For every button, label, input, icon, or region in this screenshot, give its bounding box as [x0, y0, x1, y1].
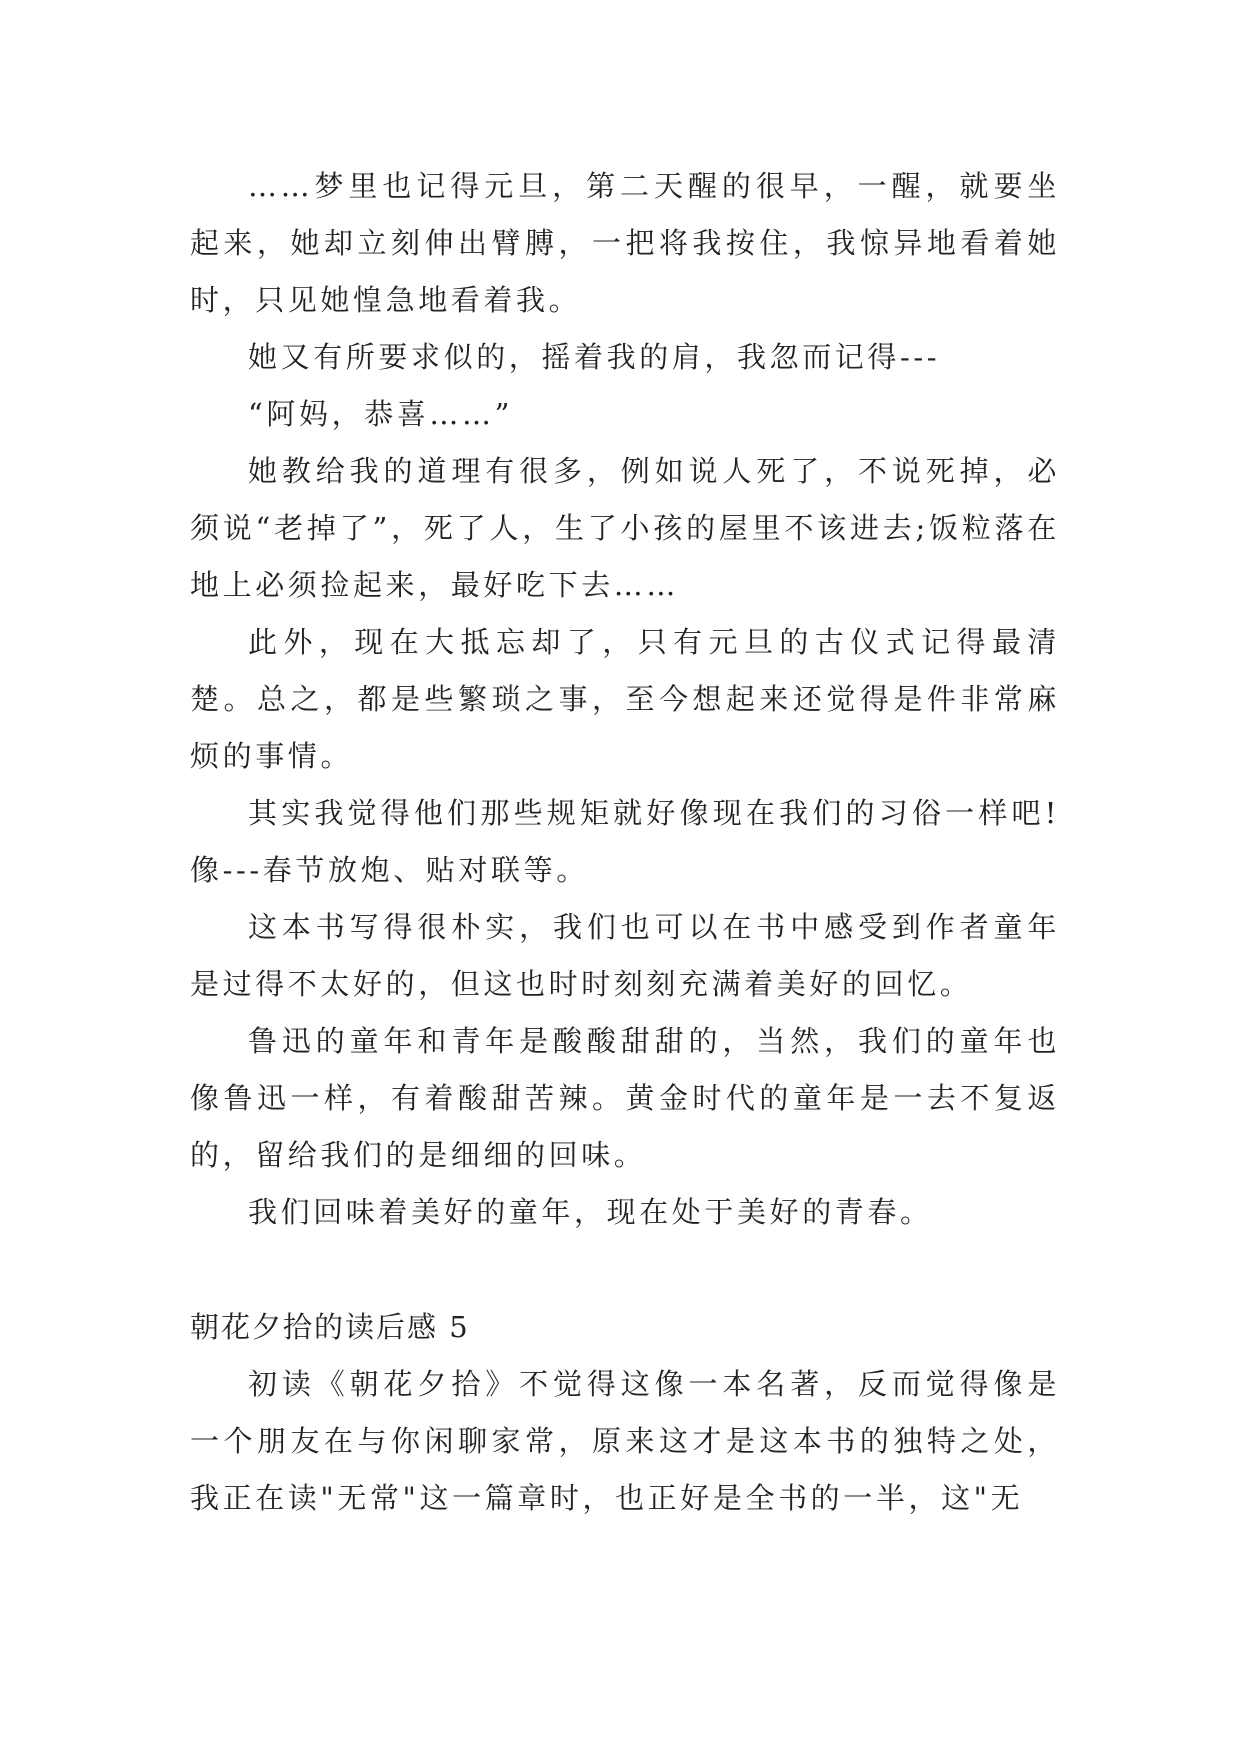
paragraph-5: 此外，现在大抵忘却了，只有元旦的古仪式记得最清楚。总之，都是些繁琐之事，至今想起来还觉得是件非常麻烦的事情。: [190, 625, 1060, 773]
section-paragraph-1: 初读《朝花夕拾》不觉得这像一本名著，反而觉得像是一个朋友在与你闲聊家常，原来这才是这本书的独特之处，我正在读"无常"这一篇章时，也正好是全书的一半，这"无: [190, 1367, 1060, 1515]
section-title: 朝花夕拾的读后感 5: [190, 1310, 470, 1344]
paragraph-7: 这本书写得很朴实，我们也可以在书中感受到作者童年是过得不太好的，但这也时时刻刻充满着美好的回忆。: [190, 910, 1060, 1001]
paragraph-1: ……梦里也记得元旦，第二天醒的很早，一醒，就要坐起来，她却立刻伸出臂膊，一把将我按住，我惊异地看着她时，只见她惶急地看着我。: [190, 169, 1060, 317]
paragraph-2: 她又有所要求似的，摇着我的肩，我忽而记得---: [248, 340, 941, 374]
paragraph-3: “阿妈，恭喜……”: [248, 397, 514, 431]
paragraph-8: 鲁迅的童年和青年是酸酸甜甜的，当然，我们的童年也像鲁迅一样，有着酸甜苦辣。黄金时代的童年是一去不复返的，留给我们的是细细的回味。: [190, 1024, 1060, 1172]
paragraph-9: 我们回味着美好的童年，现在处于美好的青春。: [248, 1195, 933, 1229]
paragraph-6: 其实我觉得他们那些规矩就好像现在我们的习俗一样吧!像---春节放炮、贴对联等。: [190, 796, 1060, 887]
paragraph-4: 她教给我的道理有很多，例如说人死了，不说死掉，必须说“老掉了”，死了人，生了小孩的屋里不该进去;饭粒落在地上必须捡起来，最好吃下去……: [190, 454, 1060, 602]
document-body: [190, 158, 1060, 1527]
